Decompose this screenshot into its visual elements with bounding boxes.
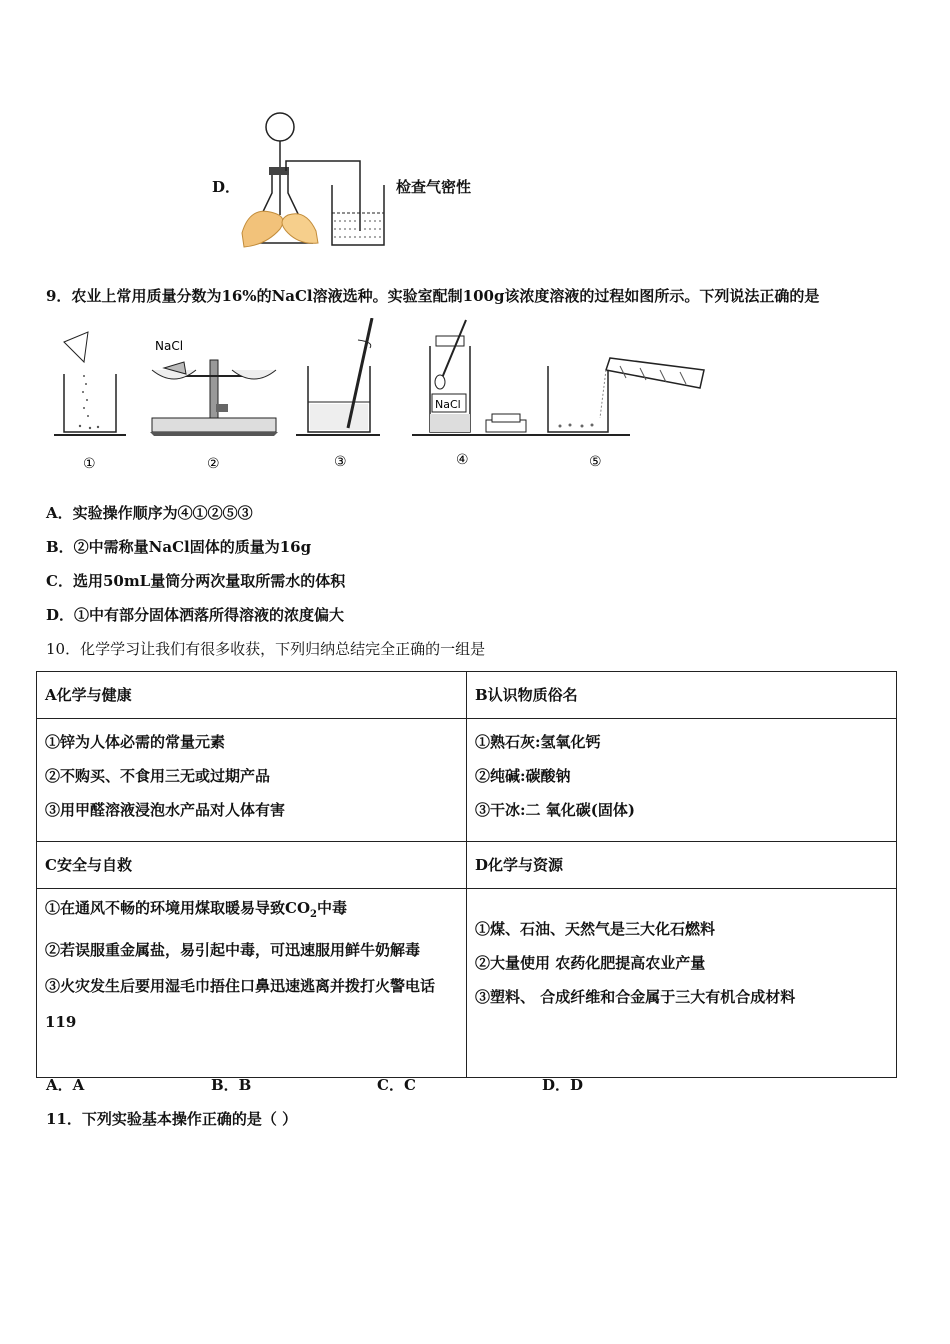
airtightness-check-figure: [236, 105, 396, 255]
step4-reagent-jar: [412, 320, 546, 435]
cell-a-content: [37, 719, 467, 842]
q10-answer-a: A．A: [46, 1076, 85, 1094]
a-item-3: ③用甲醛溶液浸泡水产品对人体有害: [45, 801, 286, 819]
cell-c-content: [37, 889, 467, 1078]
step3-stirring: [296, 318, 380, 435]
cell-b-title: B认识物质俗名: [467, 672, 897, 719]
jar-nacl-label: NaCl: [435, 398, 461, 411]
q9-option-c: C．选用50mL量筒分两次量取所需水的体积: [46, 572, 346, 590]
step1-beaker: [54, 332, 126, 435]
b-item-2: ②纯碱:碳酸钠: [475, 767, 571, 785]
q10-answer-b: B．B: [211, 1076, 252, 1094]
c-item-2: ②若误服重金属盐，易引起中毒，可迅速服用鲜牛奶解毒: [45, 941, 421, 959]
q9-option-a: A．实验操作顺序为④①②⑤③: [46, 504, 253, 522]
c-item-3: ③火灾发生后要用湿毛巾捂住口鼻迅速逃离并拨打火警电话119: [45, 977, 436, 1031]
step-label-3: ③: [334, 454, 347, 470]
q10-answer-c: C．C: [377, 1076, 416, 1094]
cell-b-content: [467, 719, 897, 842]
q10-summary-table: [36, 671, 897, 1078]
q8-option-d-label: D．: [212, 178, 241, 196]
c-item-1: ①在通风不畅的环境用煤取暖易导致$CO_2$中毒: [45, 899, 347, 920]
q8-option-d-caption: 检查气密性: [396, 178, 472, 196]
step-label-1: ①: [83, 456, 96, 472]
b-item-3: ③干冰:二 氧化碳(固体): [475, 801, 635, 819]
q11-stem: 11．下列实验基本操作正确的是（ ）: [46, 1110, 298, 1128]
b-item-1: ①熟石灰:氢氧化钙: [475, 733, 601, 751]
cell-a-title: A化学与健康: [37, 672, 467, 719]
q9-stem: 9．农业上常用质量分数为16%的NaCl溶液选种。实验室配制100g该浓度溶液的过程如图所示。下列说法正确的是: [46, 287, 820, 305]
d-item-2: ②大量使用 农药化肥提高农业产量: [475, 954, 706, 972]
cell-c-title: C安全与自救: [37, 842, 467, 889]
a-item-1: ①锌为人体必需的常量元素: [45, 733, 226, 751]
a-item-2: ②不购买、不食用三无或过期产品: [45, 767, 271, 785]
q9-option-b: B．②中需称量NaCl固体的质量为16g: [46, 538, 312, 556]
q9-option-d: D．①中有部分固体洒落所得溶液的浓度偏大: [46, 606, 345, 624]
q10-answer-d: D．D: [542, 1076, 584, 1094]
step-label-2: ②: [207, 456, 220, 472]
step5-pouring-water: [546, 358, 704, 435]
step2-balance: [150, 360, 278, 436]
balance-nacl-label: NaCl: [155, 339, 184, 353]
cell-d-content: [467, 889, 897, 1078]
d-item-3: ③塑料、 合成纤维和合金属于三大有机合成材料: [475, 988, 796, 1006]
d-item-1: ①煤、石油、天然气是三大化石燃料: [475, 920, 716, 938]
step-label-4: ④: [456, 452, 469, 468]
q10-stem: 10．化学学习让我们有很多收获，下列归纳总结完全正确的一组是: [46, 640, 486, 658]
solution-preparation-figure: [40, 318, 720, 478]
step-label-5: ⑤: [589, 454, 602, 470]
cell-d-title: D化学与资源: [467, 842, 897, 889]
